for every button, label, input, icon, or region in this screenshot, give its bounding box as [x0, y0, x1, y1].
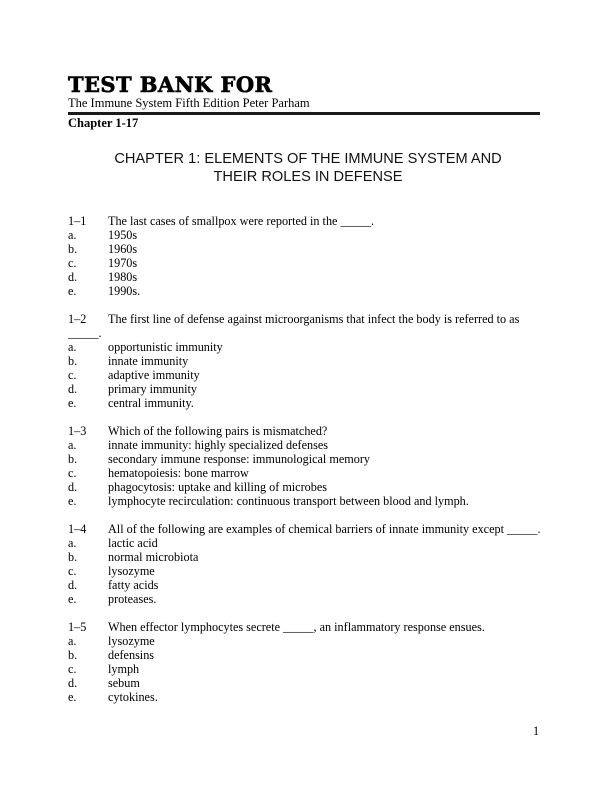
option-text: lymphocyte recirculation: continuous transport between blood and lymph.: [108, 494, 469, 508]
question-text: All of the following are examples of chemical barriers of innate immunity except _____.: [108, 522, 541, 536]
answer-option: [68, 354, 548, 368]
option-text: normal microbiota: [108, 550, 199, 564]
option-text: 1970s: [108, 256, 138, 270]
option-text: proteases.: [108, 592, 157, 606]
question: [68, 312, 548, 410]
option-text: fatty acids: [108, 578, 159, 592]
question-text: When effector lymphocytes secrete _____, an inflammatory response ensues.: [108, 620, 485, 634]
page-content: [68, 74, 548, 718]
answer-option: [68, 270, 548, 284]
answer-option: [68, 256, 548, 270]
option-letter: a.: [68, 438, 77, 452]
option-text: defensins: [108, 648, 155, 662]
question-number: 1–5: [68, 620, 87, 634]
question-number: 1–4: [68, 522, 87, 536]
option-text: 1950s: [108, 228, 138, 242]
question: [68, 522, 548, 606]
header-divider: [68, 112, 540, 115]
answer-option: [68, 242, 548, 256]
page-number: 1: [533, 724, 540, 738]
option-text: lactic acid: [108, 536, 158, 550]
question-stem: [68, 312, 548, 340]
question-number: 1–1: [68, 214, 87, 228]
answer-option: [68, 284, 548, 298]
option-letter: b.: [68, 550, 78, 564]
option-text: 1990s.: [108, 284, 141, 298]
option-letter: a.: [68, 340, 77, 354]
question-number: 1–3: [68, 424, 87, 438]
option-letter: c.: [68, 662, 77, 676]
question: [68, 214, 548, 298]
option-letter: d.: [68, 676, 78, 690]
option-text: sebum: [108, 676, 140, 690]
book-subtitle: The Immune System Fifth Edition Peter Parham: [68, 96, 310, 110]
option-text: 1960s: [108, 242, 138, 256]
answer-option: [68, 452, 548, 466]
option-letter: b.: [68, 452, 78, 466]
question-stem: [68, 620, 548, 634]
option-text: opportunistic immunity: [108, 340, 223, 354]
option-letter: e.: [68, 592, 77, 606]
option-text: innate immunity: highly specialized defenses: [108, 438, 328, 452]
answer-option: [68, 382, 548, 396]
option-text: innate immunity: [108, 354, 189, 368]
option-text: primary immunity: [108, 382, 198, 396]
option-text: central immunity.: [108, 396, 194, 410]
answer-option: [68, 438, 548, 452]
option-text: lymph: [108, 662, 140, 676]
chapter-heading-line1: CHAPTER 1: ELEMENTS OF THE IMMUNE SYSTEM AND: [114, 151, 502, 167]
option-letter: d.: [68, 578, 78, 592]
chapter-heading: [68, 150, 548, 186]
option-letter: d.: [68, 382, 78, 396]
answer-option: [68, 368, 548, 382]
option-text: adaptive immunity: [108, 368, 200, 382]
option-letter: a.: [68, 634, 77, 648]
question-stem: [68, 522, 548, 536]
option-text: lysozyme: [108, 634, 155, 648]
option-letter: a.: [68, 228, 77, 242]
option-letter: b.: [68, 354, 78, 368]
question-stem: [68, 214, 548, 228]
answer-option: [68, 340, 548, 354]
answer-option: [68, 648, 548, 662]
option-letter: c.: [68, 256, 77, 270]
question-text: The first line of defense against microorganisms that infect the body is referred to as _____.: [68, 312, 520, 340]
answer-option: [68, 592, 548, 606]
chapter-label: Chapter 1-17: [68, 116, 139, 130]
option-letter: b.: [68, 648, 78, 662]
test-bank-title: TEST BANK FOR: [68, 72, 273, 97]
question-stem: [68, 424, 548, 438]
answer-option: [68, 634, 548, 648]
answer-option: [68, 564, 548, 578]
option-letter: b.: [68, 242, 78, 256]
answer-option: [68, 494, 548, 508]
option-text: hematopoiesis: bone marrow: [108, 466, 249, 480]
answer-option: [68, 396, 548, 410]
option-letter: d.: [68, 270, 78, 284]
option-letter: e.: [68, 396, 77, 410]
answer-option: [68, 480, 548, 494]
answer-option: [68, 662, 548, 676]
option-letter: e.: [68, 494, 77, 508]
question: [68, 424, 548, 508]
answer-option: [68, 676, 548, 690]
option-text: phagocytosis: uptake and killing of microbes: [108, 480, 327, 494]
answer-option: [68, 536, 548, 550]
option-letter: c.: [68, 368, 77, 382]
option-text: secondary immune response: immunological memory: [108, 452, 370, 466]
option-letter: e.: [68, 284, 77, 298]
option-text: 1980s: [108, 270, 138, 284]
question-list: [68, 214, 548, 704]
option-text: cytokines.: [108, 690, 158, 704]
answer-option: [68, 578, 548, 592]
question-text: Which of the following pairs is mismatched?: [108, 424, 328, 438]
option-letter: c.: [68, 466, 77, 480]
chapter-heading-line2: THEIR ROLES IN DEFENSE: [213, 169, 403, 185]
option-letter: d.: [68, 480, 78, 494]
question: [68, 620, 548, 704]
option-letter: c.: [68, 564, 77, 578]
question-text: The last cases of smallpox were reported in the _____.: [108, 214, 375, 228]
answer-option: [68, 466, 548, 480]
option-text: lysozyme: [108, 564, 155, 578]
option-letter: e.: [68, 690, 77, 704]
option-letter: a.: [68, 536, 77, 550]
answer-option: [68, 550, 548, 564]
answer-option: [68, 690, 548, 704]
answer-option: [68, 228, 548, 242]
question-number: 1–2: [68, 312, 87, 326]
